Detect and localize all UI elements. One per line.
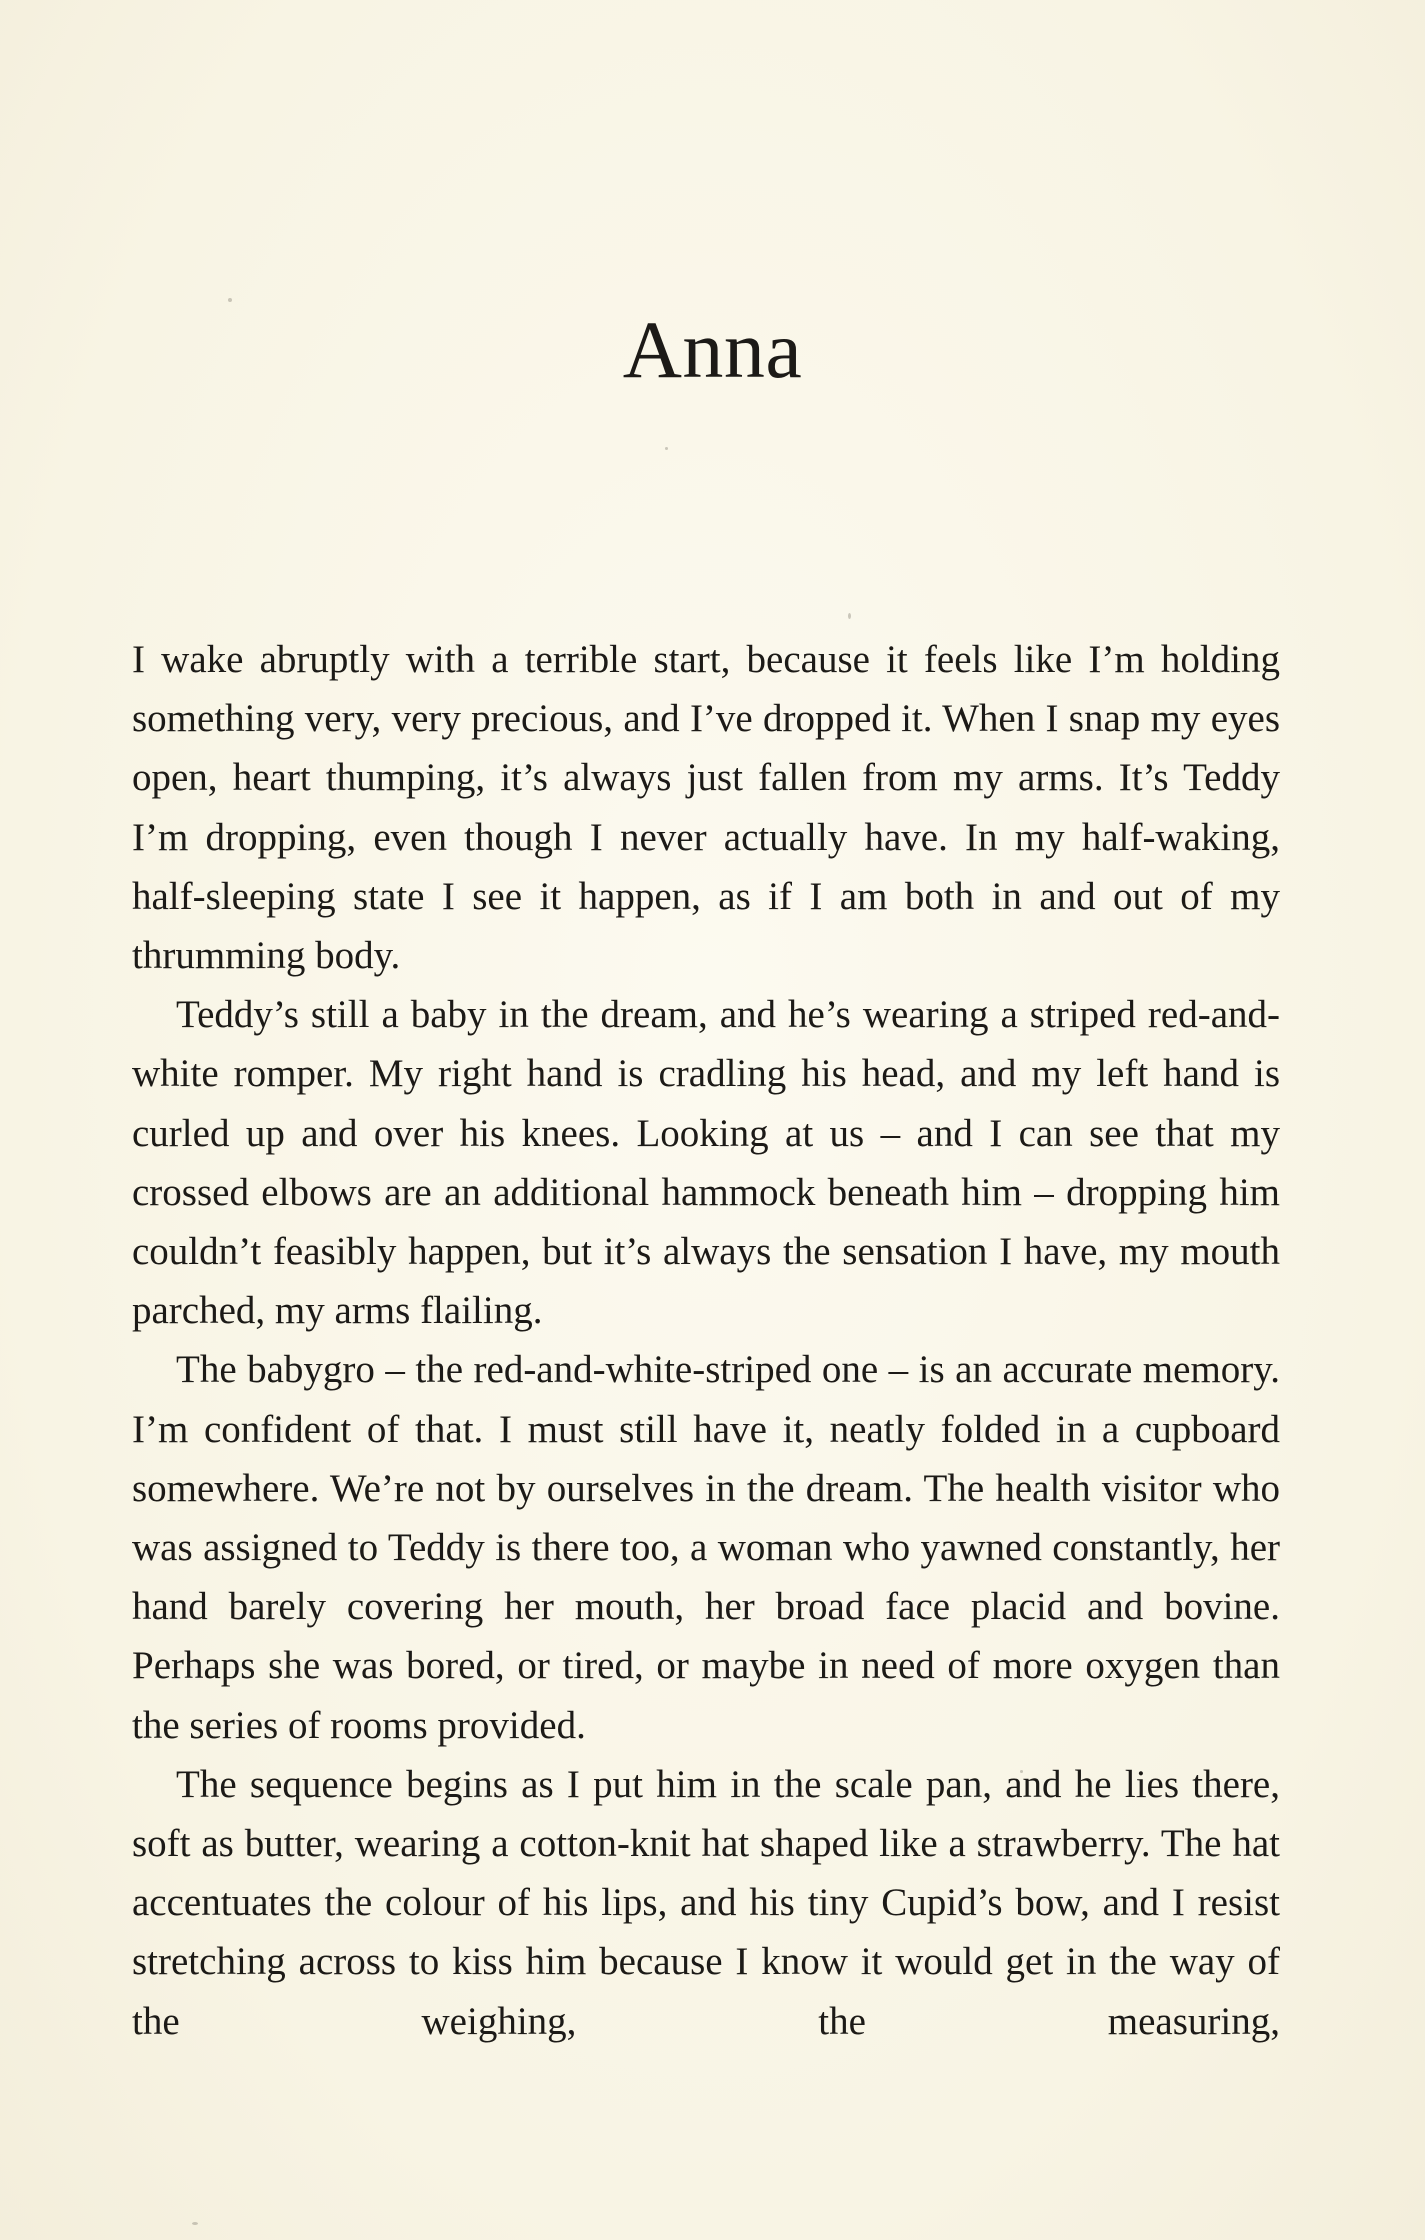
paper-speck	[228, 298, 232, 302]
paragraph: The sequence begins as I put him in the scale pan, and he lies there, soft as butter, wearing a cotton-knit hat shaped like a strawberry. The hat accentuates the colour of his lips, and his tiny Cupid’s bow, and I resist stretching across to kiss him because I know it would get in the way of the weighing, the measuring,	[132, 1762, 1280, 2043]
paragraph: The babygro – the red-and-white-striped one – is an accurate memory. I’m confident of that. I must still have it, neatly folded in a cupboard somewhere. We’re not by ourselves in the dream. The health visitor who was assigned to Teddy is there too, a woman who yawned constantly, her hand barely covering her mouth, her broad face placid and bovine. Perhaps she was bored, or tired, or maybe in need of more oxygen than the series of rooms provided.	[132, 1348, 1280, 1747]
chapter-title: Anna	[622, 304, 803, 395]
body-text	[132, 630, 1280, 2051]
paragraph: Teddy’s still a baby in the dream, and he’s wearing a striped red-and-white romper. My right hand is cradling his head, and my left hand is curled up and over his knees. Looking at us – and I can see that my crossed elbows are an additional hammock beneath him – dropping him couldn’t feasibly happen, but it’s always the sensation I have, my mouth parched, my arms flailing.	[132, 993, 1280, 1333]
paper-speck	[192, 2222, 198, 2225]
paper-speck	[665, 447, 668, 450]
paper-speck	[848, 613, 851, 619]
paragraph: I wake abruptly with a terrible start, because it feels like I’m holding something very, very precious, and I’ve dropped it. When I snap my eyes open, heart thumping, it’s always just fallen from my arms. It’s Teddy I’m dropping, even though I never actually have. In my half-waking, half-sleeping state I see it happen, as if I am both in and out of my thrumming body.	[132, 638, 1280, 978]
